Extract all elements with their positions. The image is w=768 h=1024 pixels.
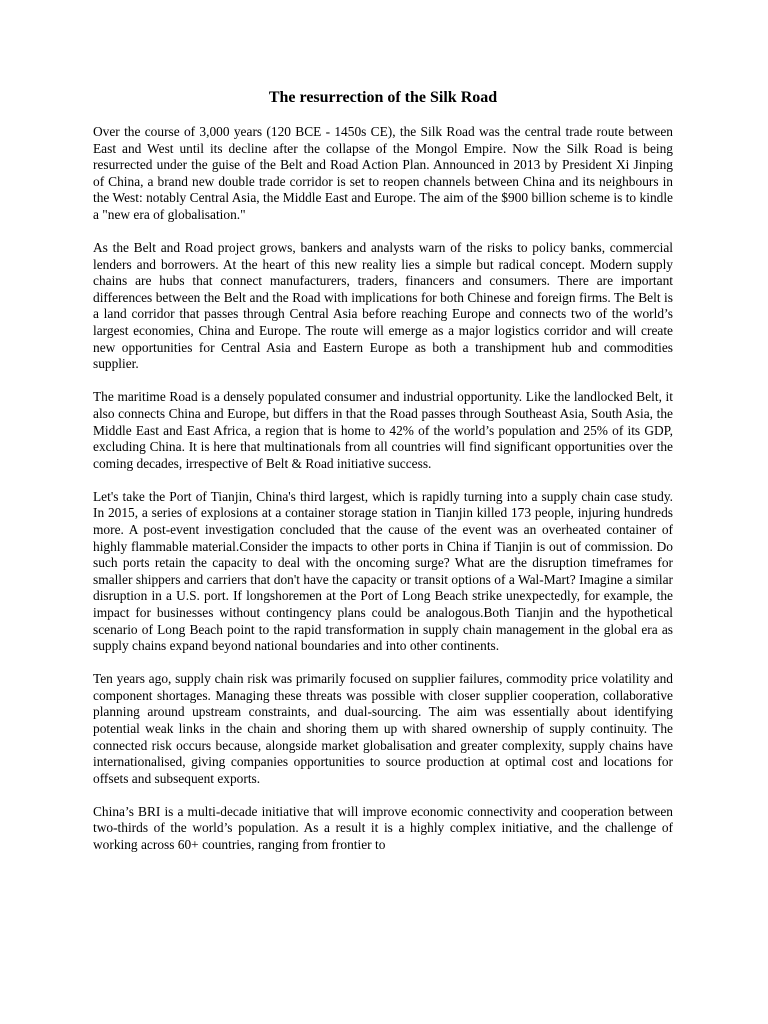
paragraph-4: Let's take the Port of Tianjin, China's third largest, which is rapidly turning into a supply chain case study. In 2015, a series of explosions at a container storage station in Tianjin killed 173 people, injuring hundreds more. A post-event investigation concluded that the cause of the event was an overheated container of highly flammable material.Consider the impacts to other ports in China if Tianjin is out of commission. Do such ports retain the capacity to deal with the oncoming surge? What are the disruption timeframes for smaller shippers and carriers that don't have the capacity or transit options of a Wal-Mart? Imagine a similar disruption in a U.S. port. If longshoremen at the Port of Long Beach strike unexpectedly, for example, the impact for businesses without contingency plans could be analogous.Both Tianjin and the hypothetical scenario of Long Beach point to the rapid transformation in supply chain management in the global era as supply chains expand beyond national boundaries and into other continents. [93,488,673,654]
paragraph-1: Over the course of 3,000 years (120 BCE - 1450s CE), the Silk Road was the central trade route between East and West until its decline after the collapse of the Mongol Empire. Now the Silk Road is being resurrected under the guise of the Belt and Road Action Plan. Announced in 2013 by President Xi Jinping of China, a brand new double trade corridor is set to reopen channels between China and its neighbours in the West: notably Central Asia, the Middle East and Europe. The aim of the $900 billion scheme is to kindle a "new era of globalisation." [93,124,673,222]
paragraph-5: Ten years ago, supply chain risk was primarily focused on supplier failures, commodity price volatility and component shortages. Managing these threats was possible with closer supplier cooperation, collaborative planning around upstream constraints, and dual-sourcing. The aim was essentially about identifying potential weak links in the chain and shoring them up with shared ownership of supply continuity. The connected risk occurs because, alongside market globalisation and greater complexity, supply chains have internationalised, giving companies opportunities to source production at optimal cost and locations for offsets and subsequent exports. [93,671,673,786]
document-title: The resurrection of the Silk Road [268,89,498,106]
document-page [93,88,673,870]
paragraph-2: As the Belt and Road project grows, bankers and analysts warn of the risks to policy banks, commercial lenders and borrowers. At the heart of this new reality lies a simple but radical concept. Modern supply chains are hubs that connect manufacturers, traders, financers and consumers. There are important differences between the Belt and the Road with implications for both Chinese and foreign firms. The Belt is a land corridor that passes through Central Asia before reaching Europe and connects two of the world’s largest economies, China and Europe. The route will emerge as a major logistics corridor and will create new opportunities for Central Asia and Eastern Europe as both a transhipment hub and commodities supplier. [93,240,673,372]
paragraph-6: China’s BRI is a multi-decade initiative that will improve economic connectivity and cooperation between two-thirds of the world’s population. As a result it is a highly complex initiative, and the challenge of working across 60+ countries, ranging from frontier to [93,803,673,853]
paragraph-3: The maritime Road is a densely populated consumer and industrial opportunity. Like the landlocked Belt, it also connects China and Europe, but differs in that the Road passes through Southeast Asia, South Asia, the Middle East and East Africa, a region that is home to 42% of the world’s population and 25% of its GDP, excluding China. It is here that multinationals from all countries will find significant opportunities over the coming decades, irrespective of Belt & Road initiative success. [93,389,673,471]
